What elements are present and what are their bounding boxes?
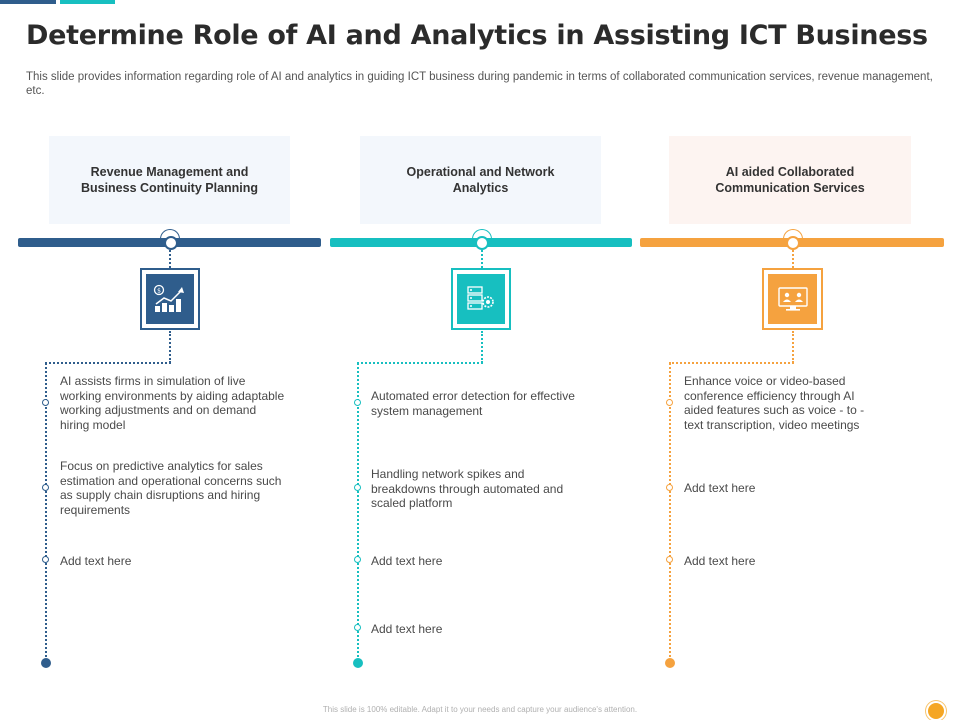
- bullet-dot: [42, 399, 49, 406]
- sun-logo-icon: [928, 703, 944, 719]
- operational-icon-box: [451, 268, 511, 330]
- svg-text:$: $: [157, 287, 161, 295]
- bullet-dot: [354, 556, 361, 563]
- timeline-vertical: [357, 363, 359, 661]
- list-item: Add text here: [371, 622, 443, 636]
- communication-icon-box: [762, 268, 823, 330]
- connector-line: [669, 362, 794, 364]
- column-header-box: [669, 136, 911, 224]
- bullet-dot: [354, 399, 361, 406]
- connector-line: [357, 362, 483, 364]
- connector-ring: [164, 236, 178, 250]
- video-conference-icon: [768, 274, 817, 324]
- list-item: Enhance voice or video-based conference efficiency through AI aided features such as voice - to - text transcription, video meetings: [684, 374, 865, 432]
- bullet-dot: [42, 484, 49, 491]
- column-header-title: Revenue Management and Business Continuity Planning: [80, 165, 259, 195]
- list-item: Automated error detection for effective system management: [371, 389, 575, 418]
- list-item: Add text here: [684, 481, 756, 495]
- connector-line: [45, 362, 171, 364]
- connector-ring: [475, 236, 489, 250]
- connector-line: [792, 331, 794, 363]
- bullet-dot: [666, 399, 673, 406]
- timeline-vertical: [669, 363, 671, 661]
- gear-icon: [41, 658, 51, 668]
- revenue-icon-box: [140, 268, 200, 330]
- connector-line: [792, 250, 794, 268]
- list-item: Add text here: [60, 554, 132, 568]
- server-gear-icon: [457, 274, 505, 324]
- connector-ring: [786, 236, 800, 250]
- top-accent-bar-teal: [60, 0, 115, 4]
- footer-note: This slide is 100% editable. Adapt it to your needs and capture your audience's attention.: [322, 705, 638, 714]
- connector-line: [481, 331, 483, 363]
- column-header-box: [360, 136, 601, 224]
- revenue-chart-icon: [146, 274, 194, 324]
- bullet-dot: [354, 484, 361, 491]
- list-item: Add text here: [371, 554, 443, 568]
- column-header-title: AI aided Collaborated Communication Services: [715, 165, 865, 195]
- page-title: Determine Role of AI and Analytics in Assisting ICT Business: [26, 20, 928, 51]
- page-subtitle: This slide provides information regarding role of AI and analytics in guiding ICT business during pandemic in terms of collaborated communication services, revenue management, etc.: [26, 71, 933, 97]
- bullet-dot: [42, 556, 49, 563]
- list-item: Add text here: [684, 554, 756, 568]
- list-item: Handling network spikes and breakdowns through automated and scaled platform: [371, 467, 564, 510]
- bullet-dot: [666, 556, 673, 563]
- top-accent-bar-dark: [0, 0, 56, 4]
- connector-line: [481, 250, 483, 268]
- gear-icon: [665, 658, 675, 668]
- connector-line: [169, 250, 171, 268]
- list-item: AI assists firms in simulation of live working environments by aiding adaptable working adjustments and on demand hiring model: [60, 374, 285, 432]
- connector-line: [169, 331, 171, 363]
- timeline-vertical: [45, 363, 47, 661]
- column-header-title: Operational and Network Analytics: [406, 165, 555, 195]
- list-item: Focus on predictive analytics for sales estimation and operational concerns such as supply chain disruptions and hiring requirements: [60, 459, 282, 517]
- bullet-dot: [354, 624, 361, 631]
- column-header-box: [49, 136, 290, 224]
- bullet-dot: [666, 484, 673, 491]
- gear-icon: [353, 658, 363, 668]
